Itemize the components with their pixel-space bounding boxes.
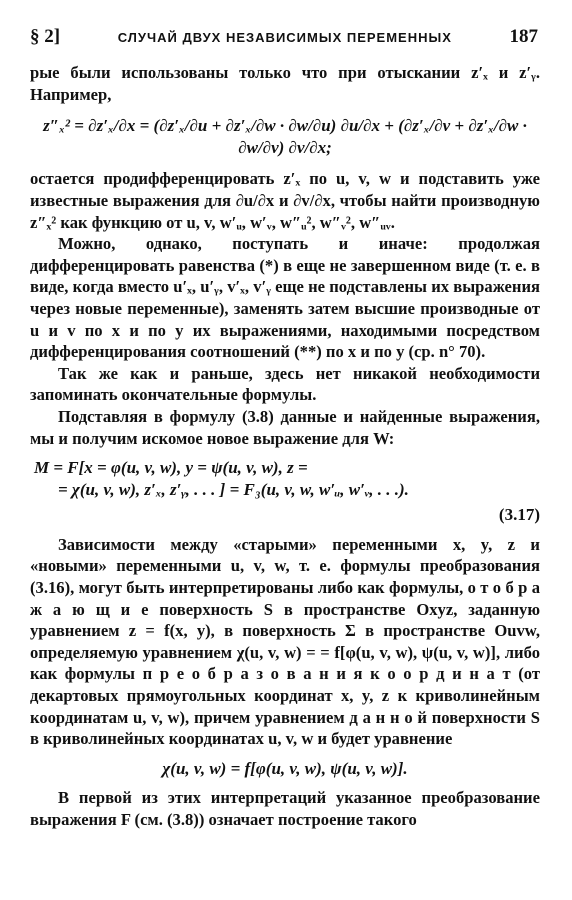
equation-second-derivative: z″ₓ² = ∂z′ₓ/∂x = (∂z′ₓ/∂u + ∂z′ₓ/∂w · ∂w/∂u) ∂u/∂x + (∂z′ₓ/∂v + ∂z′ₓ/∂w · ∂w/∂v) ∂v/∂x; xyxy=(43,116,527,157)
running-title: СЛУЧАЙ ДВУХ НЕЗАВИСИМЫХ ПЕРЕМЕННЫХ xyxy=(117,30,452,45)
paragraph-1: рые были использованы только что при отыскании z′ₓ и z′ᵧ. Например, xyxy=(30,63,540,104)
section-number: § 2] xyxy=(30,26,61,47)
equation-line-2: = χ(u, v, w), z′ₓ, z′ᵧ, . . . ] = F₃(u, v, w, w′ᵤ, w′ᵥ, . . .). xyxy=(58,479,409,499)
paragraph-7: В первой из этих интерпретаций указанное преобразование выражения F (см. (3.8)) означает построение такого xyxy=(30,788,540,829)
paragraph-5: Подставляя в формулу (3.8) данные и найденные выражения, мы и получим искомое новое выражение для W: xyxy=(30,406,540,448)
paragraph-2: остается продифференцировать z′ₓ по u, v, w и подставить уже известные выражения для ∂u/∂x и ∂v/∂x, чтобы найти производную z″ₓ² как функцию от u, v, w′ᵤ, w′ᵥ, w″ᵤ², w″ᵥ², w″ᵤᵥ. xyxy=(30,169,540,232)
paragraph-4: Так же как и раньше, здесь нет никакой необходимости запоминать окончательные формулы. xyxy=(30,363,540,405)
page-body xyxy=(30,62,540,831)
paragraph-6: Зависимости между «старыми» переменными x, y, z и «новыми» переменными u, v, w, т. е. формулы преобразования (3.16), могут быть интерпретированы либо как формулы, о т о б р а ж а ю щ и е поверхность S в пространстве Oxyz, заданную уравнением z = f(x, y), в поверхность Σ в пространстве Ouvw, определяемую уравнением χ(u, v, w) = = f[φ(u, v, w), ψ(u, v, w)], либо как формулы п р е о б р а з о в а н и я к о о р д и н а т (от декартовых прямоугольных координат x, y, z к криволинейным координатам u, v, w), причем уравнением д а н н о й поверхности S в криволинейных координатах u, v, w и будет уравнение xyxy=(30,534,540,749)
page-number: 187 xyxy=(509,26,538,47)
page-header xyxy=(30,26,538,52)
equation-3-17 xyxy=(30,457,540,526)
paragraph-3: Можно, однако, поступать и иначе: продолжая дифференцировать равенства (*) в еще не завершенном виде (т. е. в виде, когда вместо u′ₓ, u′ᵧ, v′ₓ, v′ᵧ еще не подставлены их выражения через новые переменные), заменять затем высшие производные от u и v по x и по y их выражениями, находимыми посредством дифференцирования соотношений (**) по x и по y (ср. n° 70). xyxy=(30,234,540,362)
equation-line-1: M = F[x = φ(u, v, w), y = ψ(u, v, w), z = xyxy=(34,458,308,478)
equation-surface: χ(u, v, w) = f[φ(u, v, w), ψ(u, v, w)]. xyxy=(162,758,408,778)
equation-number: (3.17) xyxy=(498,505,540,525)
